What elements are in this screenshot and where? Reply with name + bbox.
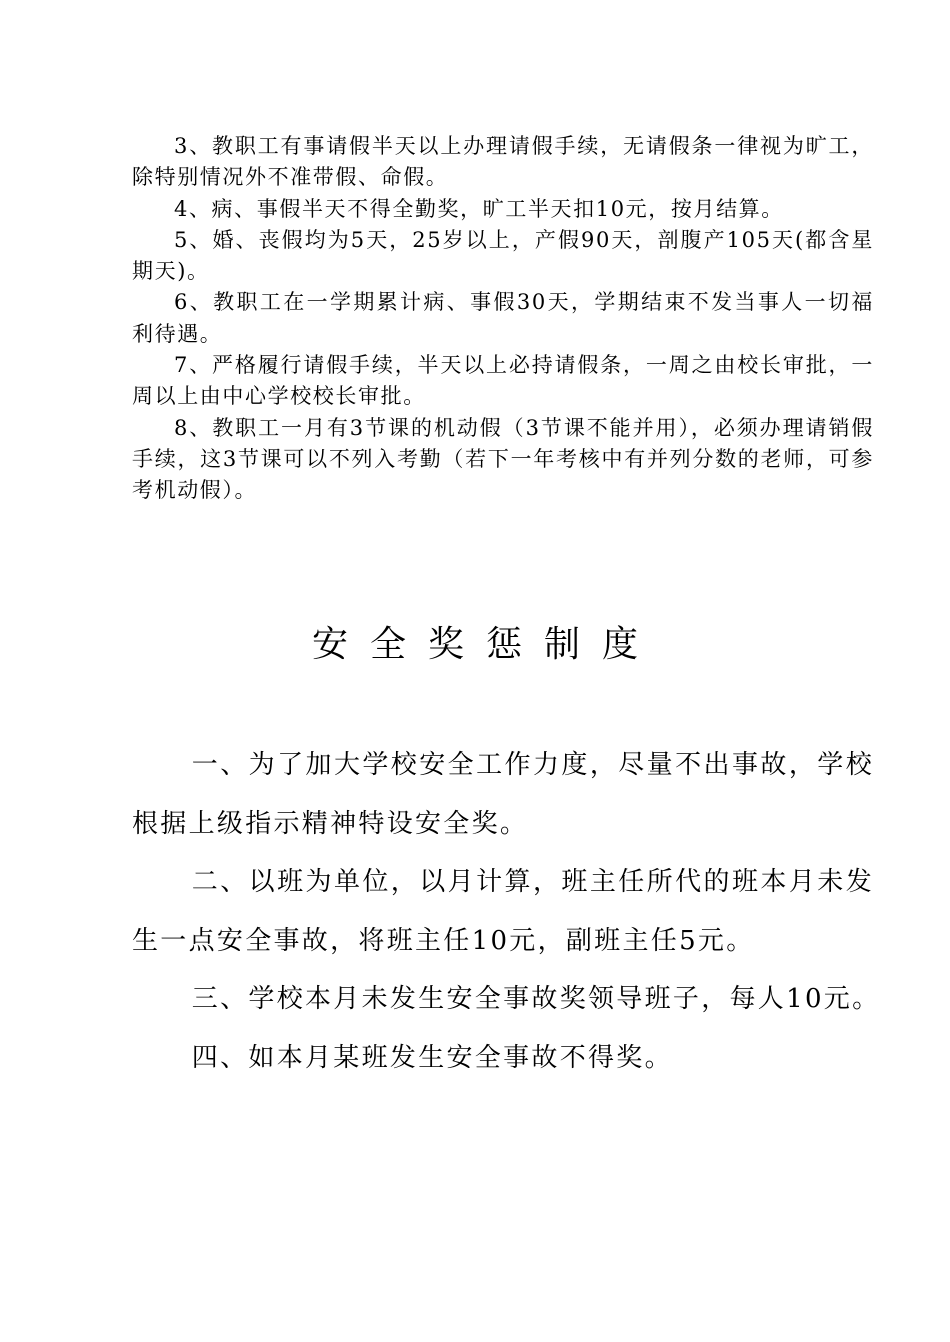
leave-rule-5: 5、婚、丧假均为5天，25岁以上，产假90天，剖腹产105天(都含星期天)。 [132, 227, 874, 284]
safety-rule-3: 三、学校本月未发生安全事故奖领导班子，每人10元。 [191, 984, 881, 1014]
safety-rule-2: 二、以班为单位，以月计算，班主任所代的班本月未发生一点安全事故，将班主任10元，副班主任5元。 [132, 867, 874, 956]
leave-rule-4: 4、病、事假半天不得全勤奖，旷工半天扣10元，按月结算。 [174, 196, 784, 221]
leave-rule-8: 8、教职工一月有3节课的机动假（3节课不能并用），必须办理请销假手续，这3节课可以不列入考勤（若下一年考核中有并列分数的老师，可参考机动假）。 [132, 415, 874, 503]
leave-rule-3: 3、教职工有事请假半天以上办理请假手续，无请假条一律视为旷工，除特别情况外不准带假、命假。 [132, 134, 874, 190]
safety-rules-section [132, 736, 881, 1087]
safety-rule-4: 四、如本月某班发生安全事故不得奖。 [191, 1042, 673, 1073]
leave-rule-7: 7、严格履行请假手续，半天以上必持请假条，一周之由校长审批，一周以上由中心学校校长审批。 [132, 353, 874, 409]
leave-rules-section [132, 131, 874, 507]
safety-title: 安全奖惩制度 [311, 624, 660, 665]
safety-rule-1: 一、为了加大学校安全工作力度，尽量不出事故，学校根据上级指示精神特设安全奖。 [132, 750, 874, 839]
leave-rule-6: 6、教职工在一学期累计病、事假30天，学期结束不发当事人一切福利待遇。 [132, 290, 874, 346]
